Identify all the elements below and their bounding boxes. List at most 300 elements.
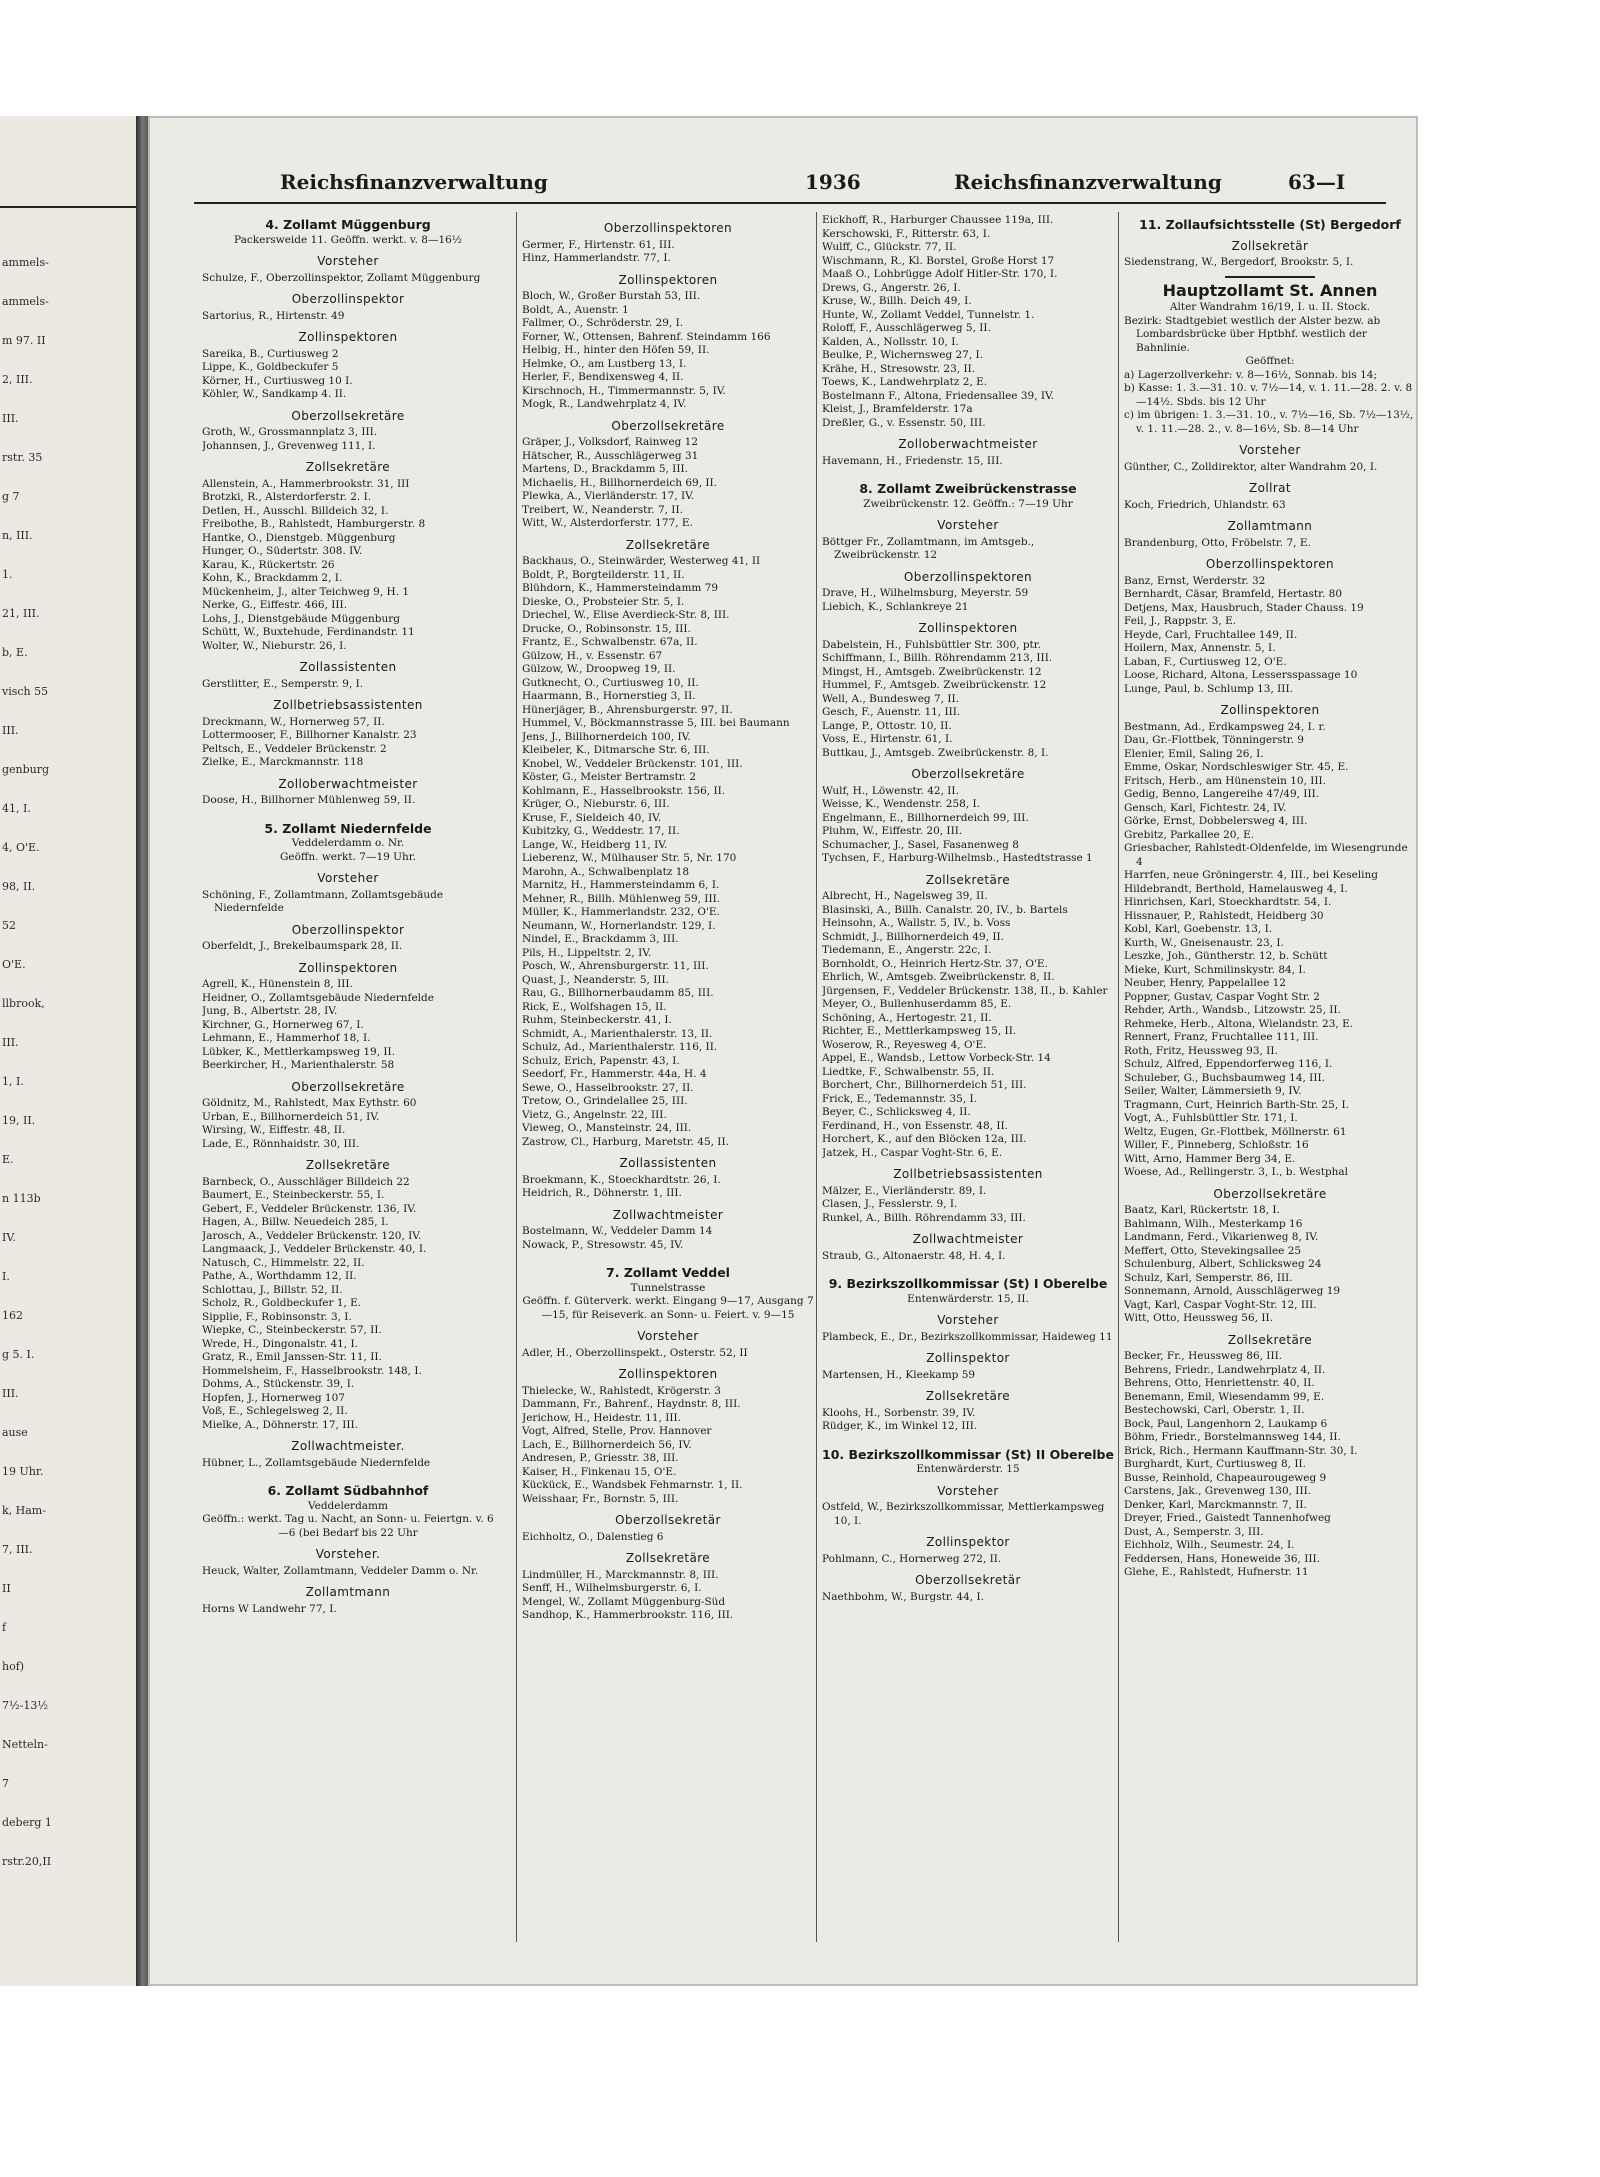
spacer <box>822 1434 1114 1444</box>
directory-entry: Dreßler, G., v. Essenstr. 50, III. <box>822 416 986 429</box>
directory-entry: Bock, Paul, Langenhorn 2, Laukamp 6 <box>1124 1417 1328 1430</box>
directory-entry: Schütt, W., Buxtehude, Ferdinandstr. 11 <box>202 626 415 638</box>
directory-entry: Neuber, Henry, Pappelallee 12 <box>1124 977 1286 989</box>
directory-entry: Quast, J., Neanderstr. 5, III. <box>522 973 669 986</box>
previous-page-line: rstr.20,II <box>2 1855 52 1868</box>
directory-entry: Mengel, W., Zollamt Müggenburg-Süd <box>522 1595 726 1608</box>
directory-entry: Jung, B., Albertstr. 28, IV. <box>202 1005 338 1017</box>
previous-page-line: rstr. 35 <box>2 451 43 464</box>
directory-entry: Lottermooser, F., Billhorner Kanalstr. 23 <box>202 729 417 741</box>
directory-entry: Gebert, F., Veddeler Brückenstr. 136, IV. <box>202 1202 417 1215</box>
header-rule <box>194 202 1386 204</box>
directory-entry: Jürgensen, F., Veddeler Brückenstr. 138, II., b. Kahler <box>822 984 1108 997</box>
previous-page-line: llbrook, <box>2 997 45 1010</box>
directory-entry: Witt, Arno, Hammer Berg 34, E. <box>1124 1152 1296 1165</box>
directory-entry: Ruhm, Steinbeckerstr. 41, I. <box>522 1014 672 1026</box>
directory-entry: Frantz, E., Schwalbenstr. 67a, II. <box>522 636 698 648</box>
page-header <box>148 116 1418 204</box>
previous-page-line: b, E. <box>2 646 28 659</box>
directory-entry: Müller, K., Hammerlandstr. 232, O'E. <box>522 906 720 918</box>
section-heading: Zollsekretäre <box>305 1158 391 1172</box>
directory-entry: b) Kasse: 1. 3.—31. 10. v. 7½—14, v. 1. 11.—28. 2. v. 8—14½. Sbds. bis 12 Uhr <box>1124 382 1413 408</box>
column-divider <box>516 212 517 1942</box>
directory-entry: Blühdorn, K., Hammersteindamm 79 <box>522 582 719 594</box>
directory-entry: Buttkau, J., Amtsgeb. Zweibrückenstr. 8, I. <box>822 746 1049 759</box>
directory-entry: Leszke, Joh., Güntherstr. 12, b. Schütt <box>1124 950 1328 962</box>
directory-entry: Beerkircher, H., Marienthalerstr. 58 <box>202 1059 395 1071</box>
directory-entry: Neumann, W., Hornerlandstr. 129, I. <box>522 919 716 932</box>
directory-entry: Glehe, E., Rahlstedt, Hufnerstr. 11 <box>1124 1566 1309 1578</box>
office-info: Geöffn. werkt. 7—19 Uhr. <box>280 850 416 863</box>
directory-entry: Barnbeck, O., Ausschläger Billdeich 22 <box>202 1175 410 1188</box>
directory-entry: Mückenheim, J., alter Teichweg 9, H. 1 <box>202 585 410 598</box>
directory-entry: Schumacher, J., Sasel, Fasanenweg 8 <box>822 838 1019 851</box>
section-heading: Zollinspektoren <box>918 621 1018 635</box>
section-heading: Zolloberwachtmeister <box>898 437 1038 451</box>
section-heading: Zollinspektoren <box>618 272 718 287</box>
section-heading: Zollwachtmeister. <box>291 1439 405 1453</box>
section-heading: Zollsekretäre <box>1227 1332 1313 1347</box>
office-info: Entenwärderstr. 15, II. <box>907 1292 1029 1305</box>
office-info: Alter Wandrahm 16/19, I. u. II. Stock. <box>1169 301 1371 313</box>
directory-entry: Bornholdt, O., Heinrich Hertz-Str. 37, O'E. <box>822 957 1048 970</box>
directory-entry: Denker, Karl, Marckmannstr. 7, II. <box>1124 1498 1307 1511</box>
directory-entry: Hissnauer, P., Rahlstedt, Heidberg 30 <box>1124 909 1324 922</box>
previous-page-line: n 113b <box>2 1192 41 1205</box>
directory-entry: Karau, K., Rückertstr. 26 <box>202 558 335 571</box>
directory-entry: Beyer, C., Schlicksweg 4, II. <box>822 1106 971 1118</box>
previous-page-line: 1, I. <box>2 1075 24 1088</box>
directory-entry: Busse, Reinhold, Chapeaurougeweg 9 <box>1124 1471 1327 1484</box>
spacer <box>822 468 1114 478</box>
directory-entry: Helbig, H., hinter den Höfen 59, II. <box>522 344 710 356</box>
directory-entry: Siedenstrang, W., Bergedorf, Brookstr. 5, I. <box>1124 256 1354 268</box>
previous-page-line: 7, III. <box>2 1543 33 1556</box>
directory-entry: Kurth, W., Gneisenaustr. 23, I. <box>1124 936 1284 949</box>
directory-entry: Sewe, O., Hasselbrookstr. 27, II. <box>522 1081 694 1094</box>
directory-entry: Köster, G., Meister Bertramstr. 2 <box>522 771 697 783</box>
directory-entry: Görke, Ernst, Dobbelersweg 4, III. <box>1124 815 1308 827</box>
directory-entry: Driechel, W., Elise Averdieck-Str. 8, III. <box>522 609 730 621</box>
office-info: Packersweide 11. Geöffn. werkt. v. 8—16½ <box>234 233 462 246</box>
directory-entry: Agrell, K., Hünenstein 8, III. <box>202 978 353 990</box>
directory-entry: Groth, W., Grossmannplatz 3, III. <box>202 426 378 438</box>
directory-entry: Rehder, Arth., Wandsb., Litzowstr. 25, II. <box>1124 1004 1341 1016</box>
directory-entry: Schulz, Ad., Marienthalerstr. 116, II. <box>522 1041 718 1053</box>
directory-entry: Forner, W., Ottensen, Bahrenf. Steindamm 166 <box>522 330 771 343</box>
directory-entry: Eichholz, Wilh., Seumestr. 24, I. <box>1124 1539 1295 1551</box>
section-heading: Zollamtmann <box>1227 519 1313 533</box>
previous-page-line: 7½-13½ <box>2 1699 49 1712</box>
directory-entry: Loose, Richard, Altona, Lessersspassage 10 <box>1124 669 1358 681</box>
directory-entry: Schöning, A., Hertogestr. 21, II. <box>822 1011 992 1024</box>
directory-entry: Schulze, F., Oberzollinspektor, Zollamt Müggenburg <box>202 271 481 284</box>
directory-entry: Thielecke, W., Rahlstedt, Krögerstr. 3 <box>522 1384 721 1397</box>
section-heading: Zollassistenten <box>299 660 397 674</box>
directory-entry: Dau, Gr.-Flottbek, Tönningerstr. 9 <box>1124 734 1304 746</box>
directory-entry: Kohlmann, E., Hasselbrookstr. 156, II. <box>522 784 726 797</box>
directory-entry: Bezirk: Stadtgebiet westlich der Alster bezw. ab Lombardsbrücke über Hptbhf. westlich der Bahnlinie. <box>1124 314 1381 354</box>
directory-entry: Wiepke, C., Steinbeckerstr. 57, II. <box>202 1324 382 1336</box>
section-heading: Zollsekretäre <box>925 1389 1011 1403</box>
office-title: 4. Zollamt Müggenburg <box>265 217 431 232</box>
directory-entry: Hantke, O., Dienstgeb. Müggenburg <box>202 531 396 544</box>
previous-page-line: 162 <box>2 1309 23 1322</box>
directory-entry: Feil, J., Rappstr. 3, E. <box>1124 615 1237 627</box>
directory-entry: Jarosch, A., Veddeler Brückenstr. 120, IV. <box>202 1229 422 1242</box>
directory-entry: Krüger, O., Nieburstr. 6, III. <box>522 798 670 810</box>
section-heading: Vorsteher <box>637 1329 699 1343</box>
previous-page-line: g 7 <box>2 490 20 503</box>
directory-entry: Lindmüller, H., Marckmannstr. 8, III. <box>522 1568 719 1581</box>
directory-entry: Hunger, O., Südertstr. 308. IV. <box>202 545 363 557</box>
directory-entry: Tiedemann, E., Angerstr. 22c, I. <box>822 944 992 956</box>
directory-entry: Weltz, Eugen, Gr.-Flottbek, Möllnerstr. 61 <box>1124 1125 1347 1138</box>
directory-entry: Langmaack, J., Veddeler Brückenstr. 40, I. <box>202 1243 427 1255</box>
header-year: 1936 <box>805 170 861 194</box>
directory-entry: Bostelmann F., Altona, Friedensallee 39, IV. <box>822 389 1055 402</box>
previous-page-line: Netteln- <box>2 1738 48 1751</box>
directory-entry: Feddersen, Hans, Honeweide 36, III. <box>1124 1552 1320 1565</box>
spacer <box>202 1470 494 1480</box>
directory-entry: Vietz, G., Angelnstr. 22, III. <box>522 1108 667 1121</box>
previous-page-line: II <box>2 1582 11 1595</box>
directory-entry: Hübner, L., Zollamtsgebäude Niedernfelde <box>202 1456 431 1469</box>
column-divider <box>1118 212 1119 1942</box>
directory-entry: Runkel, A., Billh. Röhrendamm 33, III. <box>822 1211 1026 1224</box>
office-info: Tunnelstrasse <box>630 1281 706 1294</box>
directory-entry: Kalden, A., Nollsstr. 10, I. <box>822 335 959 348</box>
directory-entry: Boldt, P., Borgteilderstr. 11, II. <box>522 568 685 581</box>
directory-entry: Liebich, K., Schlankreye 21 <box>822 600 969 613</box>
directory-entry: Hinrichsen, Karl, Stoeckhardtstr. 54, I. <box>1124 896 1332 908</box>
directory-entry: Albrecht, H., Nagelsweg 39, II. <box>822 890 988 902</box>
directory-entry: Bestmann, Ad., Erdkampsweg 24, I. r. <box>1124 720 1326 733</box>
header-right-title: Reichsfinanzverwaltung <box>954 170 1222 194</box>
directory-entry: Landmann, Ferd., Vikarienweg 8, IV. <box>1124 1231 1319 1243</box>
directory-entry: Toews, K., Landwehrplatz 2, E. <box>822 376 988 388</box>
directory-entry: Behrens, Friedr., Landwehrplatz 4, II. <box>1124 1363 1326 1376</box>
directory-entry: Dreckmann, W., Hornerweg 57, II. <box>202 715 385 728</box>
directory-entry: Bloch, W., Großer Burstah 53, III. <box>522 290 701 302</box>
directory-entry: Doose, H., Billhorner Mühlenweg 59, II. <box>202 794 416 806</box>
section-heading: Zollinspektoren <box>298 960 398 975</box>
section-heading: Zollinspektoren <box>618 1367 718 1381</box>
directory-entry: Detjens, Max, Hausbruch, Stader Chauss. 19 <box>1124 601 1364 614</box>
directory-entry: Kruse, W., Billh. Deich 49, I. <box>822 295 972 307</box>
previous-page-line: f <box>2 1621 7 1634</box>
directory-entry: Jatzek, H., Caspar Voght-Str. 6, E. <box>822 1146 1003 1159</box>
previous-page-line: k, Ham- <box>2 1504 46 1517</box>
directory-entry: Woese, Ad., Rellingerstr. 3, I., b. Westphal <box>1124 1166 1349 1178</box>
previous-page-line: 19, II. <box>2 1114 36 1127</box>
directory-entry: Eichholtz, O., Dalenstieg 6 <box>522 1530 664 1543</box>
directory-entry: Scholz, R., Goldbeckufer 1, E. <box>202 1297 362 1309</box>
directory-entry: Gerstlitter, E., Semperstr. 9, I. <box>202 677 364 690</box>
section-heading: Oberzollsekretäre <box>911 767 1025 781</box>
directory-entry: Lach, E., Billhornerdeich 56, IV. <box>522 1438 692 1451</box>
directory-entry: Treibert, W., Neanderstr. 7, II. <box>522 503 683 516</box>
directory-entry: Schuleber, G., Buchsbaumweg 14, III. <box>1124 1071 1325 1084</box>
directory-entry: Voß, E., Schlegelsweg 2, II. <box>202 1405 348 1417</box>
directory-entry: Pathe, A., Worthdamm 12, II. <box>202 1270 357 1282</box>
directory-entry: Jens, J., Billhornerdeich 100, IV. <box>522 730 691 743</box>
directory-entry: Köhler, W., Sandkamp 4. II. <box>202 388 347 400</box>
section-heading: Zollinspektoren <box>1220 703 1320 717</box>
directory-entry: Göldnitz, M., Rahlstedt, Max Eythstr. 60 <box>202 1097 417 1109</box>
directory-entry: Drucke, O., Robinsonstr. 15, III. <box>522 622 691 635</box>
directory-entry: Lübker, K., Mettlerkampsweg 19, II. <box>202 1045 396 1058</box>
directory-entry: Well, A., Bundesweg 7, II. <box>822 692 959 705</box>
directory-entry: Poppner, Gustav, Caspar Voght Str. 2 <box>1124 990 1320 1003</box>
spacer <box>522 1252 814 1262</box>
directory-entry: Bestechowski, Carl, Oberstr. 1, II. <box>1124 1404 1305 1416</box>
directory-entry: Hunte, W., Zollamt Veddel, Tunnelstr. 1. <box>822 308 1035 321</box>
previous-page-line: 4, O'E. <box>2 841 40 854</box>
section-heading: Zollbetriebsassistenten <box>893 1167 1043 1181</box>
directory-entry: Gutknecht, O., Curtiusweg 10, II. <box>522 676 699 689</box>
directory-entry: Gräper, J., Volksdorf, Rainweg 12 <box>522 436 698 448</box>
directory-entry: Witt, W., Alsterdorferstr. 177, E. <box>522 517 693 529</box>
directory-entry: Bernhardt, Cäsar, Bramfeld, Hertastr. 80 <box>1124 588 1343 600</box>
previous-page-line: visch 55 <box>2 685 49 698</box>
directory-entry: Wischmann, R., Kl. Borstel, Große Horst 17 <box>822 254 1055 267</box>
directory-entry: Sareika, B., Curtiusweg 2 <box>202 347 339 360</box>
office-title: 9. Bezirkszollkommissar (St) I Oberelbe <box>828 1276 1108 1291</box>
previous-page-line: 52 <box>2 919 16 932</box>
directory-entry: Haarmann, B., Hornerstieg 3, II. <box>522 690 696 702</box>
previous-page-header-rule <box>0 206 140 208</box>
spacer <box>202 808 494 818</box>
directory-entry: Mielke, A., Döhnerstr. 17, III. <box>202 1418 358 1431</box>
previous-page-line: 21, III. <box>2 607 40 620</box>
directory-entry: Lieberenz, W., Mülhauser Str. 5, Nr. 170 <box>522 852 737 864</box>
directory-entry: Woserow, R., Reyesweg 4, O'E. <box>822 1038 987 1051</box>
directory-entry: Dohms, A., Stückenstr. 39, I. <box>202 1378 355 1390</box>
directory-entry: Rick, E., Wolfshagen 15, II. <box>522 1000 667 1013</box>
directory-entry: Schulz, Erich, Papenstr. 43, I. <box>522 1054 680 1067</box>
section-heading: Vorsteher <box>317 871 379 885</box>
directory-entry: Gedig, Benno, Langereihe 47/49, III. <box>1124 788 1320 800</box>
section-heading: Oberzollinspektoren <box>903 569 1033 584</box>
directory-entry: Schmidt, A., Marienthalerstr. 13, II. <box>522 1027 713 1040</box>
directory-entry: Sartorius, R., Hirtenstr. 49 <box>202 309 345 322</box>
directory-entry: Kohn, K., Brackdamm 2, I. <box>202 572 343 584</box>
directory-entry: Kleibeler, K., Ditmarsche Str. 6, III. <box>522 744 710 756</box>
directory-entry: Willer, F., Pinneberg, Schloßstr. 16 <box>1124 1139 1309 1151</box>
section-heading: Zollsekretäre <box>625 1551 711 1565</box>
directory-entry: Posch, W., Ahrensburgerstr. 11, III. <box>522 960 709 972</box>
directory-entry: Gensch, Karl, Fichtestr. 24, IV. <box>1124 801 1287 814</box>
previous-page-line: n, III. <box>2 529 33 542</box>
directory-entry: Senff, H., Wilhelmsburgerstr. 6, I. <box>522 1582 702 1594</box>
directory-entry: Adler, H., Oberzollinspekt., Osterstr. 52, II <box>522 1346 748 1359</box>
directory-entry: Engelmann, E., Billhornerdeich 99, III. <box>822 811 1029 824</box>
directory-entry: Gratz, R., Emil Janssen-Str. 11, II. <box>202 1351 382 1363</box>
previous-page-line: 2, III. <box>2 373 33 386</box>
directory-entry: Baumert, E., Steinbeckerstr. 55, I. <box>202 1189 385 1201</box>
directory-entry: Schulenburg, Albert, Schlicksweg 24 <box>1124 1258 1322 1270</box>
previous-page-line: 98, II. <box>2 880 36 893</box>
directory-entry: Tragmann, Curt, Heinrich Barth-Str. 25, I. <box>1124 1098 1349 1111</box>
section-heading: Oberzollinspektor <box>291 292 405 306</box>
directory-entry: Weisshaar, Fr., Bornstr. 5, III. <box>522 1492 679 1505</box>
directory-entry: Kleist, J., Bramfelderstr. 17a <box>822 403 973 415</box>
column-divider <box>816 212 817 1942</box>
directory-entry: Seedorf, Fr., Hammerstr. 44a, H. 4 <box>522 1068 707 1080</box>
section-heading: Zollsekretäre <box>925 872 1011 887</box>
office-info: Zweibrückenstr. 12. Geöffn.: 7—19 Uhr <box>863 497 1073 510</box>
office-title: 6. Zollamt Südbahnhof <box>267 1483 429 1498</box>
main-office-title: Hauptzollamt St. Annen <box>1162 280 1378 300</box>
directory-entry: Hopfen, J., Hornerweg 107 <box>202 1391 345 1404</box>
directory-entry: Kubitzky, G., Weddestr. 17, II. <box>522 825 680 837</box>
office-info: Geöffnet: <box>1245 355 1295 367</box>
directory-entry: Straub, G., Altonaerstr. 48, H. 4, I. <box>822 1249 1006 1262</box>
directory-entry: c) im übrigen: 1. 3.—31. 10., v. 7½—16, Sb. 7½—13½, v. 1. 11.—28. 2., v. 8—16½, Sb. 8—14 Uhr <box>1124 409 1414 435</box>
section-heading: Oberzollsekretäre <box>611 418 725 433</box>
directory-entry: Allenstein, A., Hammerbrookstr. 31, III <box>202 477 410 490</box>
previous-page-line: 1. <box>2 568 13 581</box>
directory-entry: Kloohs, H., Sorbenstr. 39, IV. <box>822 1406 976 1419</box>
directory-entry: Hoilern, Max, Annenstr. 5, I. <box>1124 642 1276 654</box>
directory-entry: Lehmann, E., Hammerhof 18, I. <box>202 1032 371 1044</box>
directory-entry: Peltsch, E., Veddeler Brückenstr. 2 <box>202 742 387 755</box>
directory-entry: Burghardt, Kurt, Curtiusweg 8, II. <box>1124 1458 1306 1470</box>
section-heading: Vorsteher. <box>315 1547 381 1561</box>
directory-entry: Lippe, K., Goldbeckufer 5 <box>202 361 339 373</box>
directory-entry: Backhaus, O., Steinwärder, Westerweg 41, II <box>522 555 761 567</box>
previous-page-line: ause <box>2 1426 28 1439</box>
directory-entry: Heinsohn, A., Wallstr. 5, IV., b. Voss <box>822 917 1011 929</box>
section-heading: Zollinspektoren <box>298 330 398 344</box>
section-heading: Vorsteher <box>937 518 999 532</box>
directory-page <box>148 116 1418 1986</box>
section-heading: Zollassistenten <box>619 1156 717 1170</box>
directory-entry: Seiler, Walter, Lämmersieth 9, IV. <box>1124 1085 1302 1097</box>
directory-entry: Lohs, J., Dienstgebäude Müggenburg <box>202 612 400 625</box>
directory-entry: Ferdinand, H., von Essenstr. 48, II. <box>822 1119 1008 1132</box>
directory-entry: Zastrow, Cl., Harburg, Maretstr. 45, II. <box>522 1135 729 1148</box>
directory-entry: Hagen, A., Billw. Neuedeich 285, I. <box>202 1216 389 1228</box>
directory-entry: Oberfeldt, J., Brekelbaumspark 28, II. <box>202 940 403 952</box>
previous-page-line: 7 <box>2 1777 9 1790</box>
directory-entry: Eickhoff, R., Harburger Chaussee 119a, III. <box>822 214 1054 226</box>
directory-entry: Pluhm, W., Eiffestr. 20, III. <box>822 825 963 837</box>
section-heading: Oberzollsekretär <box>615 1513 721 1527</box>
directory-entry: Plewka, A., Vierländerstr. 17, IV. <box>522 490 695 502</box>
directory-entry: Rennert, Franz, Fruchtallee 111, III. <box>1124 1031 1319 1043</box>
previous-page-line: III. <box>2 1036 19 1049</box>
directory-entry: Gülzow, W., Droopweg 19, II. <box>522 663 676 675</box>
directory-entry: Gülzow, H., v. Essenstr. 67 <box>522 649 663 662</box>
office-info: Veddelerdamm <box>308 1499 388 1512</box>
directory-entry: Grebitz, Parkallee 20, E. <box>1124 828 1255 841</box>
directory-entry: Kerschowski, F., Ritterstr. 63, I. <box>822 227 991 240</box>
directory-entry: Sonnemann, Arnold, Ausschlägerweg 19 <box>1124 1285 1341 1297</box>
directory-entry: Hummel, V., Böckmannstrasse 5, III. bei Baumann <box>522 717 790 729</box>
directory-entry: Appel, E., Wandsb., Lettow Vorbeck-Str. 14 <box>822 1052 1051 1064</box>
section-heading: Vorsteher <box>1239 443 1301 457</box>
directory-entry: Maaß O., Lohbrügge Adolf Hitler-Str. 170, I. <box>822 268 1058 280</box>
directory-entry: Horchert, K., auf den Blöcken 12a, III. <box>822 1133 1027 1145</box>
column-3 <box>822 214 1114 1974</box>
directory-entry: a) Lagerzollverkehr: v. 8—16½, Sonnab. bis 14; <box>1124 368 1378 381</box>
directory-entry: Vogt, Alfred, Stelle, Prov. Hannover <box>522 1425 712 1437</box>
directory-entry: Schlottau, J., Billstr. 52, II. <box>202 1283 343 1296</box>
office-title: 11. Zollaufsichtsstelle (St) Bergedorf <box>1139 217 1401 232</box>
directory-entry: Weisse, K., Wendenstr. 258, I. <box>822 798 980 810</box>
directory-entry: Günther, C., Zolldirektor, alter Wandrahm 20, I. <box>1124 460 1378 473</box>
previous-page-line: ammels- <box>2 256 49 269</box>
directory-entry: Roloff, F., Ausschlägerweg 5, II. <box>822 322 991 334</box>
office-title: 5. Zollamt Niedernfelde <box>264 820 432 836</box>
header-page-number: 63—I <box>1288 170 1346 194</box>
directory-entry: Ehrlich, W., Amtsgeb. Zweibrückenstr. 8, II. <box>822 971 1055 983</box>
directory-entry: Voss, E., Hirtenstr. 61, I. <box>822 733 953 745</box>
directory-entry: Lange, W., Heidberg 11, IV. <box>522 838 668 851</box>
directory-entry: Herler, F., Bendixensweg 4, II. <box>522 371 684 383</box>
section-heading: Zollwachtmeister <box>612 1207 724 1222</box>
directory-entry: Pohlmann, C., Hornerweg 272, II. <box>822 1552 1002 1565</box>
header-left-title: Reichsfinanzverwaltung <box>280 170 548 194</box>
directory-entry: Behrens, Otto, Henriettenstr. 40, II. <box>1124 1377 1315 1389</box>
section-heading: Oberzollsekretär <box>915 1573 1021 1587</box>
directory-entry: Kruse, F., Sieldeich 40, IV. <box>522 811 662 824</box>
section-heading: Vorsteher <box>937 1483 999 1498</box>
directory-entry: Liedtke, F., Schwalbenstr. 55, II. <box>822 1065 995 1078</box>
directory-entry: Fallmer, O., Schröderstr. 29, I. <box>522 317 684 329</box>
section-heading: Zollbetriebsassistenten <box>273 698 423 712</box>
directory-entry: Emme, Oskar, Nordschleswiger Str. 45, E. <box>1124 761 1349 773</box>
directory-entry: Vagt, Karl, Caspar Voght-Str. 12, III. <box>1124 1298 1317 1311</box>
directory-entry: Hünerjäger, B., Ahrensburgerstr. 97, II. <box>522 703 733 716</box>
directory-entry: Boldt, A., Auenstr. 1 <box>522 303 629 316</box>
directory-entry: Mehner, R., Billh. Mühlenweg 59, III. <box>522 892 721 905</box>
section-heading: Oberzollinspektoren <box>603 221 733 235</box>
directory-entry: Beulke, P., Wichernsweg 27, I. <box>822 349 984 361</box>
previous-page-line: III. <box>2 1387 19 1400</box>
section-heading: Zollsekretär <box>1231 238 1309 253</box>
directory-entry: Harrfen, neue Gröningerstr. 4, III., bei Keseling <box>1124 869 1379 881</box>
directory-entry: Hätscher, R., Ausschlägerweg 31 <box>522 449 699 462</box>
directory-entry: Carstens, Jak., Grevenweg 130, III. <box>1124 1485 1312 1497</box>
directory-entry: Bahlmann, Wilh., Mesterkamp 16 <box>1124 1217 1303 1230</box>
previous-page-line: genburg <box>2 763 50 776</box>
directory-entry: Ostfeld, W., Bezirkszollkommissar, Mettlerkampsweg 10, I. <box>822 1501 1105 1527</box>
directory-entry: Mingst, H., Amtsgeb. Zweibrückenstr. 12 <box>822 665 1042 678</box>
column-1 <box>202 214 494 1974</box>
directory-entry: Nowack, P., Stresowstr. 45, IV. <box>522 1238 684 1251</box>
directory-entry: Heuck, Walter, Zollamtmann, Veddeler Damm o. Nr. <box>202 1564 479 1577</box>
directory-entry: Plambeck, E., Dr., Bezirkszollkommissar, Haideweg 11 <box>822 1330 1113 1343</box>
previous-page-line: g 5. I. <box>2 1348 35 1361</box>
directory-entry: Andresen, P., Griesstr. 38, III. <box>522 1452 679 1464</box>
directory-entry: Schiffmann, I., Billh. Röhrendamm 213, III. <box>822 652 1053 664</box>
previous-page-line: III. <box>2 412 19 425</box>
directory-entry: Wrede, H., Dingonalstr. 41, I. <box>202 1337 358 1350</box>
section-heading: Oberzollsekretäre <box>291 1079 405 1094</box>
directory-entry: Horns W Landwehr 77, I. <box>202 1602 337 1615</box>
directory-entry: Rau, G., Billhornerbaudamm 85, III. <box>522 987 714 999</box>
directory-entry: Kaiser, H., Finkenau 15, O'E. <box>522 1465 677 1478</box>
directory-entry: Wolter, W., Nieburstr. 26, I. <box>202 639 347 652</box>
previous-page-line: hof) <box>2 1660 25 1673</box>
column-4 <box>1124 214 1416 1974</box>
directory-entry: Böttger Fr., Zollamtmann, im Amtsgeb., Zweibrückenstr. 12 <box>822 535 1035 561</box>
previous-page-line: 41, I. <box>2 802 31 815</box>
directory-entry: Wirsing, W., Eiffestr. 48, II. <box>202 1124 346 1136</box>
